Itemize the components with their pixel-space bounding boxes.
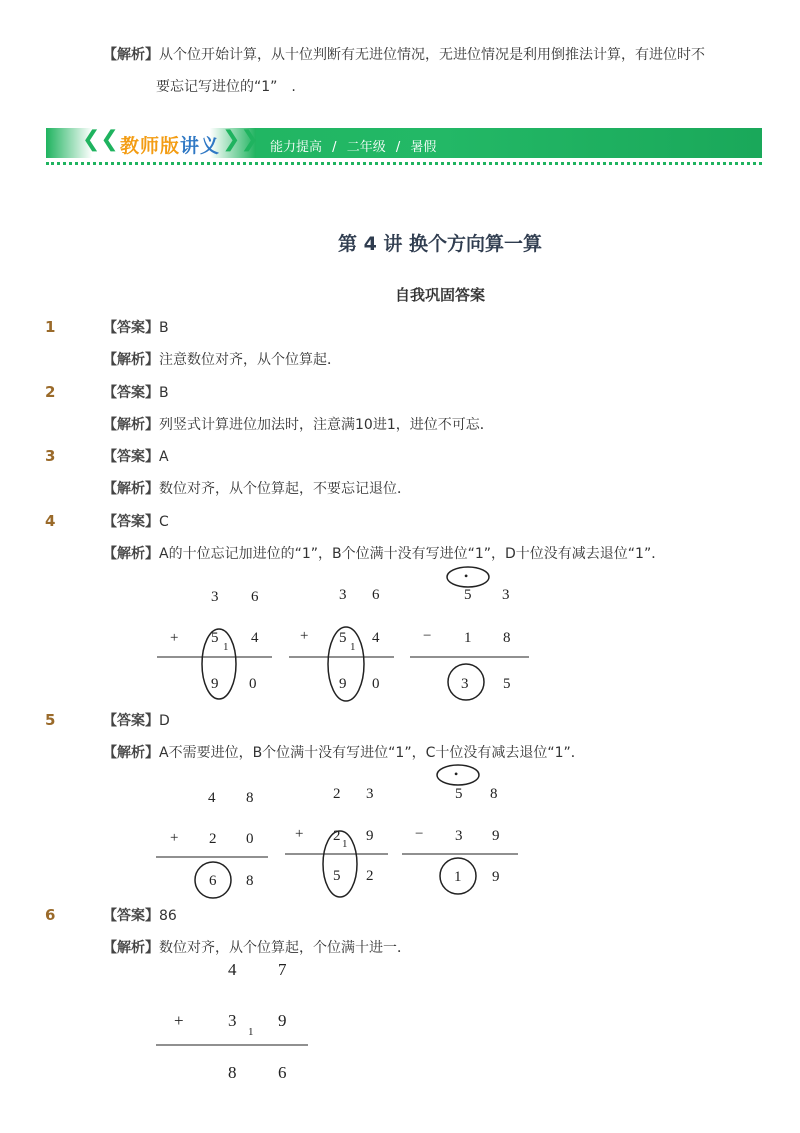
- answer-tag: 【答案】: [103, 385, 159, 401]
- digit: 4: [208, 790, 216, 806]
- top-analysis: [103, 45, 705, 65]
- analysis-text: A不需要进位，B个位满十没有写进位“1”，C十位没有减去退位“1”．: [159, 745, 585, 761]
- answer-line: [103, 906, 177, 926]
- answer-tag: 【答案】: [103, 449, 159, 465]
- answer-value: B: [159, 320, 169, 336]
- question-number: 1: [45, 318, 56, 336]
- answer-value: C: [159, 514, 169, 530]
- digit: 8: [490, 786, 498, 802]
- operator: +: [300, 628, 309, 644]
- q4-vertical-calculations: [150, 560, 550, 705]
- answer-line: [103, 318, 169, 338]
- question-number: 6: [45, 906, 56, 924]
- digit: 0: [249, 676, 257, 692]
- digit: 6: [251, 589, 259, 605]
- analysis-tag: 【解析】: [103, 546, 159, 562]
- borrow-dot: •: [454, 767, 459, 781]
- analysis-line: [103, 743, 585, 763]
- q4-figure-b: [289, 587, 394, 701]
- digit: 4: [228, 960, 237, 979]
- digit: 1: [454, 869, 462, 885]
- digit: 9: [278, 1011, 287, 1030]
- breadcrumb-separator: /: [395, 140, 401, 155]
- digit: 2: [333, 786, 341, 802]
- breadcrumb-item: 能力提高: [270, 140, 323, 155]
- answer-line: [103, 711, 170, 731]
- breadcrumb-item: 二年级: [346, 140, 386, 155]
- digit: 3: [455, 828, 463, 844]
- digit: 3: [366, 786, 374, 802]
- operator: +: [295, 826, 304, 842]
- digit: 8: [246, 790, 254, 806]
- answer-line: [103, 512, 169, 532]
- answer-tag: 【答案】: [103, 713, 159, 729]
- chevron-left-icon: ❮❮: [82, 127, 119, 152]
- digit: 3: [211, 589, 219, 605]
- digit: 5: [333, 868, 341, 884]
- carry-digit: 1: [350, 641, 356, 653]
- banner-title: 教师版讲义: [120, 135, 221, 157]
- digit: 0: [246, 831, 254, 847]
- analysis-text: 列竖式计算进位加法时，注意满10进1，进位不可忘．: [159, 417, 494, 433]
- digit: 9: [492, 869, 500, 885]
- answer-tag: 【答案】: [103, 908, 159, 924]
- answer-value: D: [159, 713, 170, 729]
- analysis-line: [103, 415, 494, 435]
- carry-digit: 1: [223, 641, 229, 653]
- digit: 3: [502, 587, 510, 603]
- top-analysis-continued: 要忘记写进位的“1” .: [156, 79, 296, 95]
- operator: +: [170, 630, 179, 646]
- analysis-line: [103, 479, 411, 499]
- answer-value: A: [159, 449, 169, 465]
- digit: 2: [209, 831, 217, 847]
- banner-divider: [46, 162, 762, 165]
- answer-line: [103, 447, 169, 467]
- analysis-tag: 【解析】: [103, 481, 159, 497]
- answer-value: 86: [159, 908, 177, 924]
- q4-figure-a: [157, 589, 272, 699]
- answer-value: B: [159, 385, 169, 401]
- digit: 2: [366, 868, 374, 884]
- question-number: 3: [45, 447, 56, 465]
- breadcrumb-item: 暑假: [410, 140, 437, 155]
- digit: 5: [464, 587, 472, 603]
- digit: 9: [366, 828, 374, 844]
- q5-figure-c: [402, 765, 518, 894]
- analysis-text: 从个位开始计算，从十位判断有无进位情况，无进位情况是利用倒推法计算，有进位时不: [159, 47, 705, 63]
- analysis-text: 注意数位对齐，从个位算起．: [159, 352, 341, 368]
- digit: 9: [339, 676, 347, 692]
- digit: 5: [503, 676, 511, 692]
- digit: 8: [246, 873, 254, 889]
- q5-vertical-calculations: [150, 762, 550, 902]
- carry-digit: 1: [342, 838, 348, 850]
- digit: 3: [228, 1011, 237, 1030]
- analysis-text: 数位对齐，从个位算起，不要忘记退位．: [159, 481, 411, 497]
- question-number: 4: [45, 512, 56, 530]
- digit: 3: [461, 676, 469, 692]
- digit: 9: [211, 676, 219, 692]
- q4-figure-c: [410, 567, 529, 700]
- answer-line: [103, 383, 169, 403]
- question-number: 2: [45, 383, 56, 401]
- q5-figure-b: [285, 786, 388, 897]
- question-number: 5: [45, 711, 56, 729]
- carry-digit: 1: [248, 1026, 254, 1038]
- error-circle: [202, 629, 236, 699]
- digit: 8: [503, 630, 511, 646]
- digit: 9: [492, 828, 500, 844]
- digit: 1: [464, 630, 472, 646]
- page-title: 第 4 讲 换个方向算一算: [337, 233, 543, 255]
- operator: +: [174, 1011, 184, 1030]
- digit: 4: [372, 630, 380, 646]
- operator: −: [423, 628, 432, 644]
- operator: +: [170, 830, 179, 846]
- q6-vertical-calculation: [150, 955, 330, 1090]
- analysis-line: [103, 350, 341, 370]
- analysis-tag: 【解析】: [103, 352, 159, 368]
- operator: −: [415, 826, 424, 842]
- digit: 0: [372, 676, 380, 692]
- analysis-text: 数位对齐，从个位算起，个位满十进一．: [159, 940, 411, 956]
- analysis-tag: 【解析】: [103, 940, 159, 956]
- analysis-tag: 【解析】: [103, 417, 159, 433]
- answer-tag: 【答案】: [103, 320, 159, 336]
- section-subtitle: 自我巩固答案: [394, 286, 485, 304]
- digit: 6: [278, 1063, 287, 1082]
- chevron-right-icon: ❯❯: [222, 127, 259, 152]
- digit: 6: [372, 587, 380, 603]
- digit: 6: [209, 873, 217, 889]
- borrow-dot: •: [464, 569, 469, 583]
- digit: 8: [228, 1063, 237, 1082]
- digit: 5: [455, 786, 463, 802]
- digit: 4: [251, 630, 259, 646]
- breadcrumb-separator: /: [332, 140, 337, 155]
- analysis-tag: 【解析】: [103, 47, 159, 63]
- digit: 7: [278, 960, 287, 979]
- digit: 3: [339, 587, 347, 603]
- digit: 2: [333, 828, 341, 844]
- analysis-text: A的十位忘记加进位的“1”，B个位满十没有写进位“1”，D十位没有减去退位“1”．: [159, 546, 666, 562]
- digit: 5: [339, 630, 347, 646]
- analysis-tag: 【解析】: [103, 745, 159, 761]
- q5-figure-a: [156, 790, 268, 898]
- digit: 5: [211, 630, 219, 646]
- breadcrumb: [270, 136, 436, 155]
- answer-tag: 【答案】: [103, 514, 159, 530]
